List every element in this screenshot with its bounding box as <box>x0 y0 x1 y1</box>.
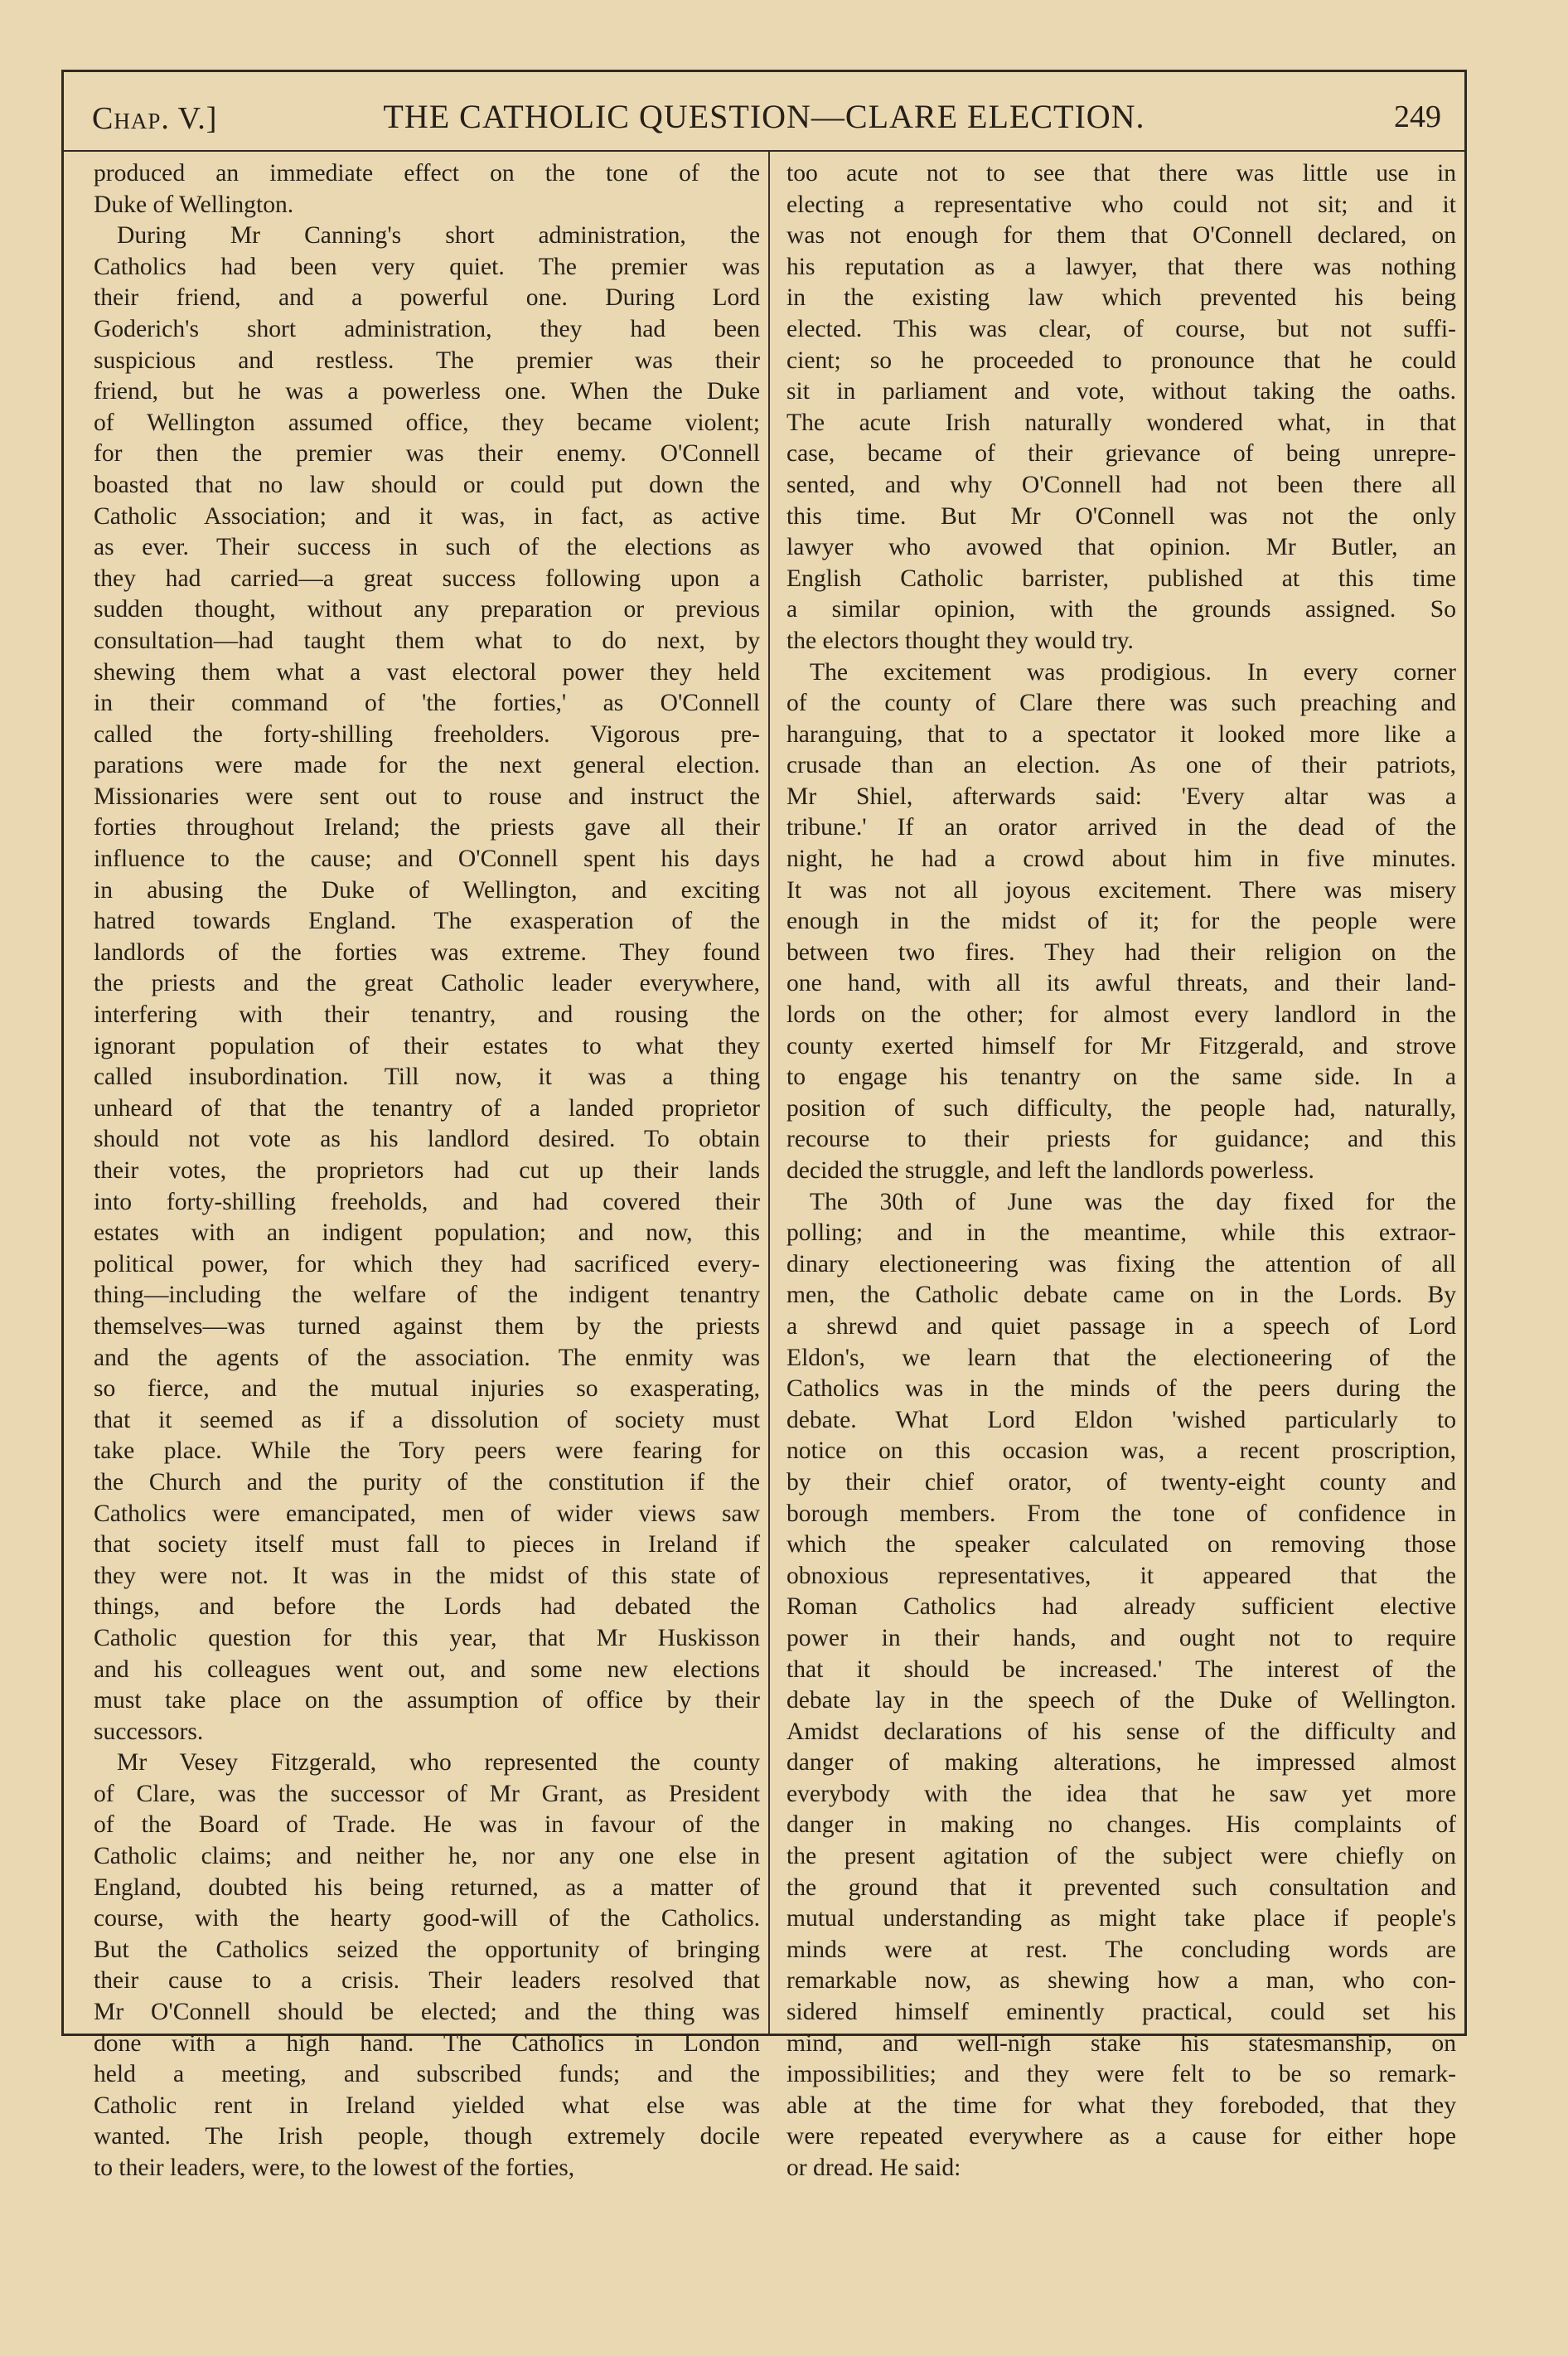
text-line <box>94 968 760 1000</box>
text-line <box>94 2153 760 2184</box>
text-line-content: It was not all joyous excitement. There was misery <box>786 876 1456 904</box>
text-line <box>786 1218 1456 1249</box>
text-line <box>94 1405 760 1437</box>
text-line <box>786 1779 1456 1811</box>
text-line-content: Catholic rent in Ireland yielded what else was <box>94 2092 760 2119</box>
text-line-content: lords on the other; for almost every landlord in the <box>786 1001 1456 1029</box>
text-line <box>94 158 760 190</box>
text-line <box>94 812 760 844</box>
text-line-content: wanted. The Irish people, though extremely docile <box>94 2123 760 2150</box>
text-line <box>94 1499 760 1530</box>
text-line <box>94 2091 760 2122</box>
text-line <box>94 1997 760 2029</box>
text-line <box>94 283 760 314</box>
text-line-content: Catholics was in the minds of the peers during the <box>786 1375 1456 1403</box>
text-line <box>94 190 760 221</box>
text-line <box>94 2121 760 2153</box>
text-line-content: The acute Irish naturally wondered what, in that <box>786 409 1456 436</box>
text-line-content: called the forty-shilling freeholders. Vigorous pre- <box>94 720 760 748</box>
text-line <box>94 408 760 439</box>
text-line-content: Mr Shiel, afterwards said: 'Every altar was a <box>786 783 1456 810</box>
text-line-content: Catholic claims; and neither he, nor any one else in <box>94 1843 760 1870</box>
text-line <box>94 2059 760 2091</box>
text-line <box>786 968 1456 1000</box>
text-line <box>786 1187 1456 1219</box>
text-line-content: sidered himself eminently practical, could set his <box>786 1999 1456 2026</box>
text-line <box>94 720 760 751</box>
text-line <box>786 2029 1456 2060</box>
text-line-content: tribune.' If an orator arrived in the dead of the <box>786 814 1456 841</box>
text-line <box>786 1529 1456 1561</box>
text-line <box>786 1592 1456 1623</box>
text-line-content: successors. <box>94 1718 204 1745</box>
text-line-content: position of such difficulty, the people had, naturally, <box>786 1094 1456 1122</box>
text-line <box>786 1841 1456 1873</box>
text-line-content: which the speaker calculated on removing those <box>786 1531 1456 1559</box>
text-line <box>786 1436 1456 1467</box>
text-line-content: political power, for which they had sacrificed every- <box>94 1250 760 1277</box>
text-line <box>94 1031 760 1063</box>
text-line-content: debate. What Lord Eldon 'wished particularly to <box>786 1406 1456 1433</box>
text-line-content: dinary electioneering was fixing the attention of all <box>786 1250 1456 1277</box>
text-line-content: Mr Vesey Fitzgerald, who represented the county <box>117 1749 760 1777</box>
text-line-content: remarkable now, as shewing how a man, who con- <box>786 1967 1456 1995</box>
text-line-content: notice on this occasion was, a recent proscription, <box>786 1437 1456 1465</box>
text-line <box>786 1935 1456 1966</box>
text-line-content: that it should be increased.' The interest of the <box>786 1656 1456 1683</box>
text-line <box>786 1000 1456 1031</box>
text-line-content: able at the time for what they foreboded, that they <box>786 2092 1456 2119</box>
text-line <box>786 190 1456 221</box>
text-line <box>94 782 760 813</box>
text-line <box>94 1156 760 1187</box>
text-line <box>786 875 1456 907</box>
text-line-content: sented, and why O'Connell had not been there all <box>786 471 1456 498</box>
text-line-content: a similar opinion, with the grounds assigned. So <box>786 596 1456 623</box>
text-line-content: that it seemed as if a dissolution of society must <box>94 1406 760 1433</box>
text-line <box>94 1000 760 1031</box>
text-line-content: electing a representative who could not sit; and it <box>786 191 1456 218</box>
text-line-content: too acute not to see that there was little use in <box>786 160 1456 187</box>
text-line-content: parations were made for the next general election. <box>94 752 760 779</box>
text-line-content: mutual understanding as might take place if people's <box>786 1905 1456 1932</box>
text-line <box>94 938 760 969</box>
text-line <box>786 283 1456 314</box>
text-line-content: that society itself must fall to pieces in Ireland if <box>94 1531 760 1559</box>
text-line-content: consultation—had taught them what to do next, by <box>94 627 760 654</box>
text-line <box>786 158 1456 190</box>
text-line <box>94 1623 760 1655</box>
text-line-content: debate lay in the speech of the Duke of Wellington. <box>786 1687 1456 1714</box>
text-line-content: Eldon's, we learn that the electioneering of the <box>786 1344 1456 1371</box>
text-line <box>94 657 760 689</box>
text-line <box>786 626 1456 657</box>
text-line <box>786 1997 1456 2029</box>
page-number: 249 <box>1394 99 1441 134</box>
text-line-content: danger of making alterations, he impressed almost <box>786 1749 1456 1777</box>
text-line <box>786 470 1456 502</box>
text-line-content: landlords of the forties was extreme. They found <box>94 938 760 966</box>
text-line <box>94 1187 760 1219</box>
text-line-content: held a meeting, and subscribed funds; and the <box>94 2061 760 2088</box>
text-line-content: themselves—was turned against them by the priests <box>94 1312 760 1340</box>
text-line-content: polling; and in the meantime, while this extraor- <box>786 1219 1456 1247</box>
text-line <box>786 1280 1456 1311</box>
text-line <box>94 502 760 533</box>
text-line <box>786 2121 1456 2153</box>
text-line <box>786 782 1456 813</box>
text-line-content: they were not. It was in the midst of this state of <box>94 1562 760 1589</box>
text-line <box>94 439 760 470</box>
text-line-content: their cause to a crisis. Their leaders resolved that <box>94 1967 760 1995</box>
text-line-content: interfering with their tenantry, and rousing the <box>94 1001 760 1029</box>
text-line-content: their friend, and a powerful one. During Lord <box>94 284 760 312</box>
text-line-content: their votes, the proprietors had cut up their lands <box>94 1157 760 1184</box>
text-line-content: decided the struggle, and left the landlords powerless. <box>786 1157 1314 1184</box>
text-line <box>94 1935 760 1966</box>
text-line <box>786 688 1456 720</box>
text-line-content: haranguing, that to a spectator it looked more like a <box>786 720 1456 748</box>
text-line-content: recourse to their priests for guidance; and this <box>786 1126 1456 1153</box>
text-line <box>786 844 1456 875</box>
text-line <box>786 938 1456 969</box>
text-line-content: enough in the midst of it; for the people were <box>786 908 1456 935</box>
text-line-content: Catholic Association; and it was, in fact, as active <box>94 502 760 530</box>
text-line-content: this time. But Mr O'Connell was not the only <box>786 502 1456 530</box>
text-line <box>94 376 760 408</box>
text-line-content: But the Catholics seized the opportunity of bringing <box>94 1936 760 1963</box>
text-line <box>94 1685 760 1717</box>
text-line <box>786 594 1456 626</box>
text-line-content: of the county of Clare there was such preaching and <box>786 690 1456 717</box>
text-line <box>94 1966 760 1997</box>
text-line <box>94 1903 760 1935</box>
text-line <box>786 1499 1456 1530</box>
text-line-content: of Clare, was the successor of Mr Grant, as President <box>94 1780 760 1807</box>
page-frame <box>61 70 1467 2181</box>
text-line-content: was not enough for them that O'Connell declared, on <box>786 222 1456 250</box>
text-line-content: or dread. He said: <box>786 2155 961 2181</box>
text-line-content: course, with the hearty good-will of the Catholics. <box>94 1905 760 1932</box>
text-line-content: suspicious and restless. The premier was their <box>94 347 760 374</box>
text-line-content: things, and before the Lords had debated the <box>94 1593 760 1621</box>
page-title: THE CATHOLIC QUESTION—CLARE ELECTION. <box>383 98 1145 135</box>
text-line-content: Catholics were emancipated, men of wider views saw <box>94 1500 760 1527</box>
text-line <box>786 346 1456 377</box>
text-line-content: into forty-shilling freeholds, and had covered their <box>94 1188 760 1215</box>
text-line-content: elected. This was clear, of course, but not suffi- <box>786 315 1456 342</box>
text-line <box>94 1592 760 1623</box>
text-line-content: everybody with the idea that he saw yet more <box>786 1780 1456 1807</box>
text-line <box>786 1903 1456 1935</box>
text-line <box>94 221 760 252</box>
text-line-content: estates with an indigent population; and now, this <box>94 1219 760 1247</box>
text-line-content: so fierce, and the mutual injuries so exasperating, <box>94 1375 760 1403</box>
text-line-content: Catholic question for this year, that Mr Huskisson <box>94 1624 760 1651</box>
text-line <box>94 1062 760 1093</box>
text-line-content: Missionaries were sent out to rouse and instruct the <box>94 783 760 810</box>
text-line-content: of the Board of Trade. He was in favour of the <box>94 1811 760 1839</box>
text-line-content: mind, and well-nigh stake his statesmanship, on <box>786 2029 1456 2057</box>
text-line-content: take place. While the Tory peers were fearing for <box>94 1437 760 1465</box>
text-line <box>94 314 760 346</box>
text-line <box>94 594 760 626</box>
text-line-content: shewing them what a vast electoral power they held <box>94 658 760 686</box>
text-line <box>94 1841 760 1873</box>
text-line <box>786 1655 1456 1686</box>
text-line-content: the Church and the purity of the constitution if the <box>94 1468 760 1496</box>
text-line <box>94 844 760 875</box>
text-line-content: Roman Catholics had already sufficient elective <box>786 1593 1456 1621</box>
text-line-content: sit in parliament and vote, without taking the oaths. <box>786 378 1456 405</box>
text-line <box>94 252 760 284</box>
text-line-content: the ground that it prevented such consultation and <box>786 1874 1456 1901</box>
text-line-content: county exerted himself for Mr Fitzgerald, and strove <box>786 1032 1456 1059</box>
text-line <box>786 906 1456 938</box>
text-line <box>94 1467 760 1499</box>
text-line-content: English Catholic barrister, published at this time <box>786 565 1456 592</box>
text-line <box>786 1685 1456 1717</box>
text-line-content: one hand, with all its awful threats, and their land- <box>786 970 1456 997</box>
text-line <box>94 1218 760 1249</box>
text-line-content: forties throughout Ireland; the priests gave all their <box>94 814 760 841</box>
text-line <box>94 470 760 502</box>
text-line <box>786 1467 1456 1499</box>
text-line <box>94 626 760 657</box>
text-line <box>786 1623 1456 1655</box>
text-line-content: During Mr Canning's short administration, the <box>117 222 760 250</box>
text-line-content: England, doubted his being returned, as a matter of <box>94 1874 760 1901</box>
text-line-content: between two fires. They had their religion on the <box>786 938 1456 966</box>
text-line-content: for then the premier was their enemy. O'Connell <box>94 440 760 468</box>
text-line <box>94 1280 760 1311</box>
text-line <box>786 1031 1456 1063</box>
text-line <box>786 1717 1456 1748</box>
text-line <box>786 376 1456 408</box>
text-line-content: obnoxious representatives, it appeared that the <box>786 1562 1456 1589</box>
text-line <box>94 875 760 907</box>
text-line <box>786 812 1456 844</box>
text-line <box>786 564 1456 595</box>
chapter-label: Chap. V.] <box>92 101 218 136</box>
text-line-content: in the existing law which prevented his being <box>786 284 1456 312</box>
text-line <box>786 1748 1456 1779</box>
text-line <box>94 564 760 595</box>
text-line <box>786 502 1456 533</box>
text-line <box>94 346 760 377</box>
text-line-content: case, became of their grievance of being unrepre- <box>786 440 1456 468</box>
text-line <box>94 1436 760 1467</box>
text-line-content: to engage his tenantry on the same side. In a <box>786 1064 1456 1091</box>
text-line <box>94 1717 760 1748</box>
text-line-content: the electors thought they would try. <box>786 627 1134 654</box>
text-line <box>94 1779 760 1811</box>
text-line <box>786 1374 1456 1405</box>
text-line <box>786 221 1456 252</box>
text-line-content: sudden thought, without any preparation or previous <box>94 596 760 623</box>
text-line-content: were repeated everywhere as a cause for either hope <box>786 2123 1456 2150</box>
running-head <box>64 72 1464 148</box>
text-line-content: of Wellington assumed office, they became violent; <box>94 409 760 436</box>
text-line <box>94 1561 760 1592</box>
text-line-content: men, the Catholic debate came on in the Lords. By <box>786 1282 1456 1309</box>
text-line <box>786 314 1456 346</box>
text-line <box>94 1655 760 1686</box>
text-line-content: The excitement was prodigious. In every corner <box>810 658 1456 686</box>
text-line-content: thing—including the welfare of the indigent tenantry <box>94 1282 760 1309</box>
text-line-content: ignorant population of their estates to what they <box>94 1032 760 1059</box>
text-line-content: Catholics had been very quiet. The premier was <box>94 253 760 280</box>
text-line-content: called insubordination. Till now, it was a thing <box>94 1064 760 1091</box>
text-line <box>94 1124 760 1156</box>
text-line <box>786 439 1456 470</box>
text-line-content: power in their hands, and ought not to require <box>786 1624 1456 1651</box>
text-line-content: the priests and the great Catholic leader everywhere, <box>94 970 760 997</box>
text-line-content: to their leaders, were, to the lowest of the forties, <box>94 2155 575 2181</box>
text-line-content: they had carried—a great success following upon a <box>94 565 760 592</box>
text-line-content: The 30th of June was the day fixed for the <box>810 1188 1456 1215</box>
text-line <box>94 1249 760 1281</box>
text-line-content: by their chief orator, of twenty-eight county and <box>786 1468 1456 1496</box>
text-line <box>94 1873 760 1904</box>
text-line <box>94 1810 760 1841</box>
text-line <box>94 750 760 782</box>
text-line <box>786 720 1456 751</box>
text-line-content: and his colleagues went out, and some new elections <box>94 1656 760 1683</box>
text-line <box>94 2029 760 2060</box>
text-line <box>786 2153 1456 2184</box>
text-line-content: danger in making no changes. His complaints of <box>786 1811 1456 1839</box>
text-line-content: his reputation as a lawyer, that there was nothing <box>786 253 1456 280</box>
text-line-content: done with a high hand. The Catholics in London <box>94 2029 760 2057</box>
left-column <box>94 158 760 2184</box>
text-line-content: influence to the cause; and O'Connell spent his days <box>94 846 760 873</box>
header-rule <box>64 150 1464 152</box>
text-line-content: borough members. From the tone of confidence in <box>786 1500 1456 1527</box>
text-line-content: the present agitation of the subject were chiefly on <box>786 1843 1456 1870</box>
text-line <box>94 1343 760 1374</box>
text-line <box>786 1093 1456 1125</box>
text-line-content: should not vote as his landlord desired. To obtain <box>94 1126 760 1153</box>
text-line-content: lawyer who avowed that opinion. Mr Butler, an <box>786 534 1456 561</box>
text-line <box>786 1343 1456 1374</box>
text-line-content: hatred towards England. The exasperation of the <box>94 908 760 935</box>
text-line <box>94 906 760 938</box>
text-line-content: in abusing the Duke of Wellington, and exciting <box>94 876 760 904</box>
text-line-content: minds were at rest. The concluding words are <box>786 1936 1456 1963</box>
text-line <box>786 1966 1456 1997</box>
text-line <box>94 1748 760 1779</box>
text-line-content: and the agents of the association. The enmity was <box>94 1344 760 1371</box>
text-line-content: Amidst declarations of his sense of the difficulty and <box>786 1718 1456 1745</box>
text-line <box>94 1529 760 1561</box>
right-column <box>786 158 1456 2184</box>
text-line <box>94 688 760 720</box>
text-line <box>786 532 1456 564</box>
text-line <box>786 2059 1456 2091</box>
text-line-content: night, he had a crowd about him in five minutes. <box>786 846 1456 873</box>
text-line <box>786 1124 1456 1156</box>
text-line-content: as ever. Their success in such of the elections as <box>94 534 760 561</box>
text-line <box>786 1810 1456 1841</box>
text-line <box>786 1062 1456 1093</box>
text-line-content: boasted that no law should or could put down the <box>94 471 760 498</box>
text-line-content: Goderich's short administration, they had been <box>94 315 760 342</box>
text-line-content: must take place on the assumption of office by their <box>94 1687 760 1714</box>
text-line-content: crusade than an election. As one of their patriots, <box>786 752 1456 779</box>
text-line <box>94 1311 760 1343</box>
text-line <box>94 1374 760 1405</box>
text-line <box>786 408 1456 439</box>
text-line <box>786 2091 1456 2122</box>
text-line <box>786 1405 1456 1437</box>
text-line-content: a shrewd and quiet passage in a speech of Lord <box>786 1312 1456 1340</box>
text-line <box>94 532 760 564</box>
text-line-content: in their command of 'the forties,' as O'Connell <box>94 690 760 717</box>
text-line-content: friend, but he was a powerless one. When the Duke <box>94 378 760 405</box>
text-line-content: impossibilities; and they were felt to be so remark- <box>786 2061 1456 2088</box>
column-divider <box>768 152 770 2034</box>
text-line <box>786 1873 1456 1904</box>
text-line <box>786 1249 1456 1281</box>
text-line <box>786 657 1456 689</box>
text-line-content: Duke of Wellington. <box>94 191 294 218</box>
text-line-content: unheard of that the tenantry of a landed proprietor <box>94 1094 760 1122</box>
text-line <box>786 252 1456 284</box>
text-line <box>786 1561 1456 1592</box>
text-line <box>786 750 1456 782</box>
text-line-content: cient; so he proceeded to pronounce that he could <box>786 347 1456 374</box>
text-line <box>786 1311 1456 1343</box>
text-line <box>94 1093 760 1125</box>
text-line <box>786 1156 1456 1187</box>
text-line-content: Mr O'Connell should be elected; and the thing was <box>94 1999 760 2026</box>
text-line-content: produced an immediate effect on the tone of the <box>94 160 760 187</box>
